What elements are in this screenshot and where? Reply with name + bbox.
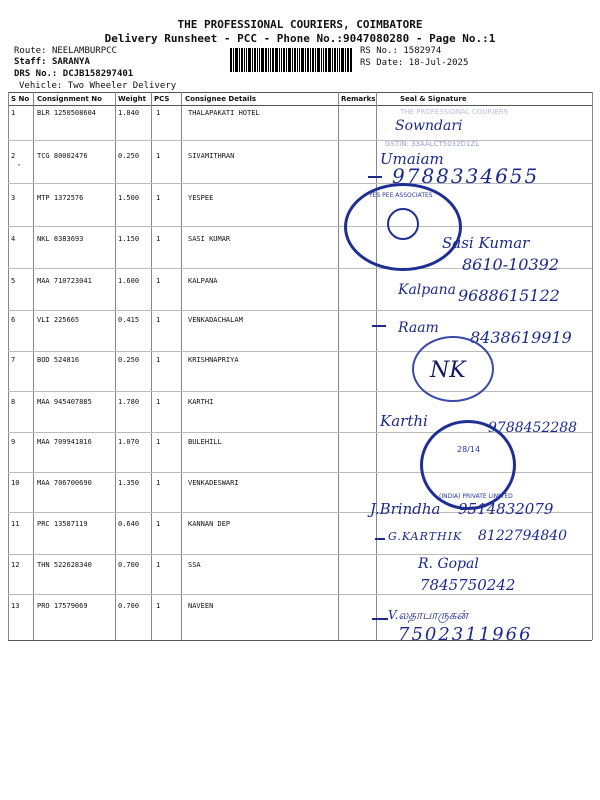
seal-stamp-row9-num: 28/14	[457, 445, 481, 454]
col-divider	[8, 92, 9, 640]
signature-row12-name: R. Gopal	[418, 556, 479, 572]
row-consignee: KRISHNAPRIYA	[188, 356, 239, 364]
seal-inner-circle	[387, 208, 419, 240]
col-divider	[376, 92, 377, 640]
row-consignment: BLR 1250508604	[37, 109, 97, 117]
staff-line	[14, 57, 90, 67]
col-divider	[181, 92, 182, 640]
route-value: NEELAMBURPCC	[51, 46, 117, 56]
drs-line	[14, 69, 133, 79]
barcode-image	[230, 48, 352, 72]
row-weight: 1.840	[118, 109, 140, 117]
company-title: THE PROFESSIONAL COURIERS, COIMBATORE	[177, 18, 423, 31]
margin-mark: ·	[16, 160, 23, 171]
row-weight: 0.700	[118, 561, 140, 569]
row-sno: 13	[11, 602, 20, 610]
vehicle-line	[19, 81, 176, 91]
signature-row6-name: Raam	[398, 320, 439, 336]
col-header-weight: Weight	[118, 95, 146, 103]
drs-label: DRS No.:	[14, 69, 58, 79]
row-consignment: BOD 524816	[37, 356, 80, 364]
row-consignee: KANNAN DEP	[188, 520, 231, 528]
row-weight: 0.250	[118, 152, 140, 160]
signature-row10-phone: 9514832079	[458, 500, 554, 518]
row-pcs: 1	[156, 479, 161, 487]
row-pcs: 1	[156, 235, 161, 243]
row-weight: 0.415	[118, 316, 140, 324]
row-pcs: 1	[156, 398, 161, 406]
rs-no-value: 1582974	[403, 46, 442, 56]
col-header-pcs: PCS	[154, 95, 170, 103]
staff-label: Staff:	[14, 57, 47, 67]
row-pcs: 1	[156, 602, 161, 610]
vehicle-label: Vehicle:	[19, 81, 63, 91]
drs-value: DCJB158297401	[62, 69, 134, 79]
col-header-consignee: Consignee Details	[185, 95, 257, 103]
seal-stamp-row3	[344, 183, 462, 271]
rs-date-label: RS Date:	[360, 58, 404, 68]
row-pcs: 1	[156, 152, 161, 160]
row-consignee: THALAPAKATI HOTEL	[188, 109, 260, 117]
rs-no-label: RS No.:	[360, 46, 398, 56]
row-sno: 7	[11, 356, 16, 364]
col-header-sno: S No	[11, 95, 30, 103]
col-divider	[151, 92, 152, 640]
row-weight: 1.150	[118, 235, 140, 243]
signature-row12-phone: 7845750242	[420, 576, 516, 594]
signature-row1: Sowndari	[395, 118, 463, 134]
row-pcs: 1	[156, 194, 161, 202]
col-header-seal: Seal & Signature	[400, 95, 467, 103]
col-divider	[338, 92, 339, 640]
row-weight: 1.780	[118, 398, 140, 406]
row-consignee: KARTHI	[188, 398, 214, 406]
row-sno: 2	[11, 152, 16, 160]
col-header-consignment: Consignment No	[37, 95, 102, 103]
row-weight: 0.250	[118, 356, 140, 364]
signature-row11-phone: 8122794840	[478, 528, 568, 544]
row-consignee: KALPANA	[188, 277, 218, 285]
row-weight: 1.350	[118, 479, 140, 487]
route-line	[14, 46, 117, 56]
row-weight: 0.700	[118, 602, 140, 610]
table-header-border	[8, 105, 592, 106]
row-consignee: YESPEE	[188, 194, 214, 202]
signature-row5-name: Kalpana	[398, 282, 456, 298]
row-pcs: 1	[156, 109, 161, 117]
row-consignment: PRO 17579069	[37, 602, 88, 610]
row-pcs: 1	[156, 520, 161, 528]
rs-no-line	[360, 46, 441, 56]
row-sno: 8	[11, 398, 16, 406]
row-consignment: MAA 706700690	[37, 479, 92, 487]
col-divider	[33, 92, 34, 640]
vehicle-value: Two Wheeler Delivery	[67, 81, 177, 91]
row-consignment: NKL 8383693	[37, 235, 84, 243]
signature-row13-name: V.லதாபாருகன்	[388, 608, 469, 622]
staff-value: SARANYA	[51, 57, 90, 67]
row-separator	[8, 226, 592, 227]
row-consignment: MAA 710723041	[37, 277, 92, 285]
signature-row8-name: Karthi	[380, 412, 428, 430]
row-consignment: MAA 945407885	[37, 398, 92, 406]
dash-mark	[372, 618, 388, 620]
seal-stamp-row3-text: YES PEE ASSOCIATES	[369, 192, 433, 199]
gstin-stamp-row1: GSTIN: 33AALCT5032D1ZL	[385, 140, 480, 148]
row-consignee: VENKADACHALAM	[188, 316, 243, 324]
row-consignment: VLI 225665	[37, 316, 80, 324]
row-sno: 6	[11, 316, 16, 324]
row-consignment: PRC 13587119	[37, 520, 88, 528]
dash-mark	[372, 325, 386, 327]
row-sno: 5	[11, 277, 16, 285]
rs-date-line	[360, 58, 468, 68]
row-sno: 9	[11, 438, 16, 446]
signature-row10-name: J.Brindha	[370, 500, 441, 518]
row-sno: 3	[11, 194, 16, 202]
row-sno: 10	[11, 479, 20, 487]
row-separator	[8, 351, 592, 352]
row-consignee: SIVAMITHRAN	[188, 152, 235, 160]
row-consignment: MTP 1372576	[37, 194, 84, 202]
row-consignee: VENKADESWARI	[188, 479, 239, 487]
runsheet-subtitle: Delivery Runsheet - PCC - Phone No.:9047080280 - Page No.:1	[104, 32, 496, 45]
col-header-remarks: Remarks	[341, 95, 376, 103]
row-separator	[8, 391, 592, 392]
row-consignee: SASI KUMAR	[188, 235, 231, 243]
dash-mark	[368, 176, 382, 178]
seal-stamp-row9	[420, 420, 516, 510]
route-label: Route:	[14, 46, 47, 56]
row-pcs: 1	[156, 356, 161, 364]
dash-mark	[375, 538, 385, 540]
row-sno: 1	[11, 109, 16, 117]
row-sno: 12	[11, 561, 20, 569]
row-consignment: TCG 80002476	[37, 152, 88, 160]
row-pcs: 1	[156, 277, 161, 285]
row-sno: 11	[11, 520, 20, 528]
row-sno: 4	[11, 235, 16, 243]
signature-row13-phone: 7502311966	[398, 624, 533, 645]
row-consignee: SSA	[188, 561, 201, 569]
row-separator	[8, 594, 592, 595]
seal-stamp-row9-text: (INDIA) PRIVATE LIMITED	[439, 493, 513, 500]
signature-row5-phone: 9688615122	[458, 286, 560, 305]
signature-row7: NK	[430, 358, 466, 383]
signature-row8-phone: 9788452288	[488, 420, 578, 436]
signature-row2-name: Umaiam	[380, 150, 444, 168]
row-weight: 1.600	[118, 277, 140, 285]
row-pcs: 1	[156, 316, 161, 324]
row-separator	[8, 310, 592, 311]
col-divider	[115, 92, 116, 640]
signature-row4-name: Sasi Kumar	[442, 234, 530, 252]
col-divider	[592, 92, 593, 640]
row-separator	[8, 554, 592, 555]
table-top-border	[8, 92, 592, 93]
row-pcs: 1	[156, 438, 161, 446]
row-weight: 1.070	[118, 438, 140, 446]
row-separator	[8, 140, 592, 141]
rs-date-value: 18-Jul-2025	[408, 58, 469, 68]
signature-row4-phone: 8610-10392	[462, 255, 560, 274]
row-consignment: THN 522628340	[37, 561, 92, 569]
signature-row6-phone: 8438619919	[470, 328, 572, 347]
row-pcs: 1	[156, 561, 161, 569]
signature-row2-phone: 9788334655	[392, 164, 540, 188]
row-consignee: BULEHILL	[188, 438, 222, 446]
signature-row11-name: G.KARTHIK	[388, 530, 463, 543]
row-weight: 1.500	[118, 194, 140, 202]
row-weight: 0.640	[118, 520, 140, 528]
row-consignment: MAA 709941816	[37, 438, 92, 446]
faint-stamp-row1: THE PROFESSIONAL COURIERS	[400, 108, 509, 116]
row-consignee: NAVEEN	[188, 602, 214, 610]
